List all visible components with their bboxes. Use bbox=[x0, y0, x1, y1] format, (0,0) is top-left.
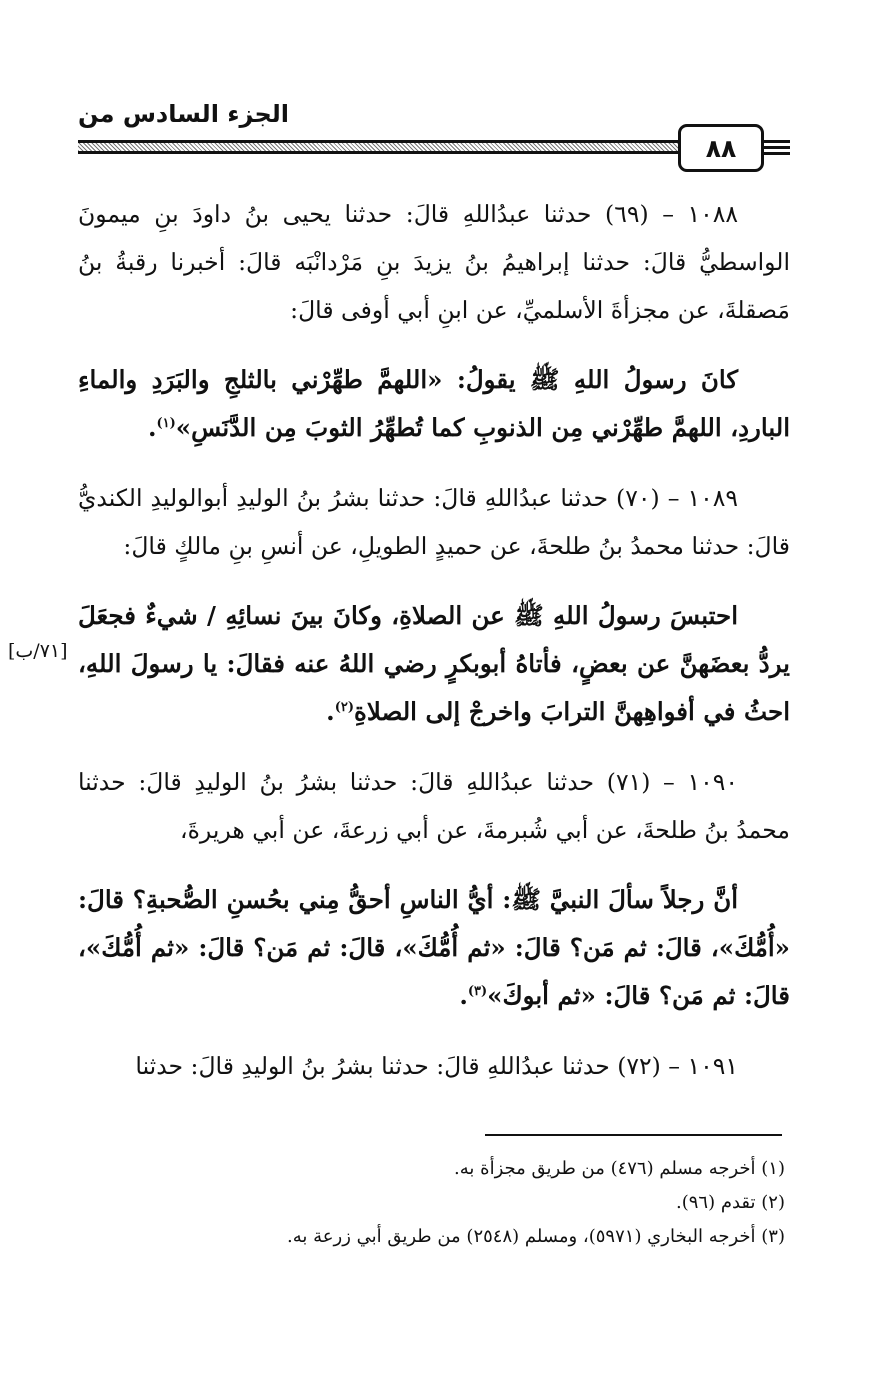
footnotes bbox=[78, 1152, 785, 1254]
hadith-1090-chain bbox=[78, 758, 790, 854]
footnote-1: (١) أخرجه مسلم (٤٧٦) من طريق مجزأة به. bbox=[454, 1158, 785, 1179]
footnote-ref: (١) bbox=[156, 415, 176, 431]
paragraph-text: ١٠٩١ – (٧٢) حدثنا عبدُاللهِ قالَ: حدثنا بشرُ بنُ الوليدِ قالَ: حدثنا bbox=[135, 1052, 738, 1080]
paragraph-text: احتبسَ رسولُ اللهِ ﷺ عن الصلاةِ، وكانَ بينَ نسائِهِ / شيءٌ فجعَلَ يردُّ بعضَهنَّ عن بعضٍ، فأتاهُ أبوبكرٍ رضي اللهُ عنه فقالَ: يا رسولَ اللهِ، احثُ في أفواهِهنَّ الترابَ واخرجْ إلى الصلاةِ bbox=[78, 601, 790, 726]
paragraph-text: أنَّ رجلاً سألَ النبيَّ ﷺ: أيُّ الناسِ أحقُّ مِني بحُسنِ الصُّحبةِ؟ قالَ: «أُمُّكَ»، قالَ: ثم مَن؟ قالَ: «ثم أُمُّكَ»، قالَ: ثم مَن؟ قالَ: «ثم أُمُّكَ»، قالَ: ثم مَن؟ قالَ: «ثم أبوكَ» bbox=[78, 885, 790, 1010]
paragraph-text: كانَ رسولُ اللهِ ﷺ يقولُ: «اللهمَّ طهِّرْني بالثلجِ والبَرَدِ والماءِ الباردِ، اللهمَّ طهِّرْني مِن الذنوبِ كما تُطهِّرُ الثوبَ مِن الدَّنَسِ» bbox=[78, 365, 790, 442]
manuscript-folio-note: [٧١/ب] bbox=[8, 640, 68, 662]
hadith-1091-chain bbox=[78, 1042, 790, 1090]
hadith-1088-chain bbox=[78, 190, 790, 334]
header-ornament bbox=[764, 140, 790, 158]
hadith-1089-text: احتبسَ رسولُ اللهِ ﷺ عن الصلاةِ، وكانَ بينَ نسائِهِ / شيءٌ فجعَلَ يردُّ بعضَهنَّ عن بعضٍ، فأتاهُ أبوبكرٍ رضي اللهُ عنه فقالَ: يا رسولَ اللهِ، احثُ في أفواهِهنَّ الترابَ واخرجْ إلى الصلاةِ$^{(٢)}$. bbox=[78, 601, 790, 726]
page-number: ٨٨ bbox=[678, 124, 764, 172]
hadith-1089-chain bbox=[78, 474, 790, 570]
paragraph-text: ١٠٨٨ – (٦٩) حدثنا عبدُاللهِ قالَ: حدثنا يحيى بنُ داودَ بنِ ميمونَ الواسطيُّ قالَ: حدثنا إبراهيمُ بنُ يزيدَ بنِ مَرْدانْبَه قالَ: أخبرنا رقبةُ بنُ مَصقلةَ، عن مجزأةَ الأسلميِّ، عن ابنِ أبي أوفى قالَ: bbox=[78, 200, 790, 324]
header-title: الجزء السادس من bbox=[78, 100, 290, 128]
footnote-separator bbox=[485, 1134, 782, 1136]
footnote-3: (٣) أخرجه البخاري (٥٩٧١)، ومسلم (٢٥٤٨) من طريق أبي زرعة به. bbox=[287, 1226, 785, 1247]
paragraph-text: ١٠٩٠ – (٧١) حدثنا عبدُاللهِ قالَ: حدثنا بشرُ بنُ الوليدِ قالَ: حدثنا محمدُ بنُ طلحةَ، عن أبي شُبرمةَ، عن أبي زرعةَ، عن أبي هريرةَ، bbox=[78, 768, 790, 844]
main-text bbox=[78, 190, 790, 1112]
hadith-1088-text: كانَ رسولُ اللهِ ﷺ يقولُ: «اللهمَّ طهِّرْني بالثلجِ والبَرَدِ والماءِ الباردِ، اللهمَّ طهِّرْني مِن الذنوبِ كما تُطهِّرُ الثوبَ مِن الدَّنَسِ»$^{(١)}$. bbox=[78, 365, 790, 442]
footnote-ref: (٢) bbox=[334, 699, 354, 715]
paragraph-text: ١٠٨٩ – (٧٠) حدثنا عبدُاللهِ قالَ: حدثنا بشرُ بنُ الوليدِ أبوالوليدِ الكنديُّ قالَ: حدثنا محمدُ بنُ طلحةَ، عن حميدٍ الطويلِ، عن أنسِ بنِ مالكٍ قالَ: bbox=[78, 484, 790, 560]
header-rule bbox=[78, 140, 678, 154]
footnote-ref: (٣) bbox=[467, 983, 488, 999]
running-header bbox=[78, 100, 790, 180]
footnote-2: (٢) تقدم (٩٦). bbox=[676, 1192, 785, 1213]
hadith-1090-text: أنَّ رجلاً سألَ النبيَّ ﷺ: أيُّ الناسِ أحقُّ مِني بحُسنِ الصُّحبةِ؟ قالَ: «أُمُّكَ»، قالَ: ثم مَن؟ قالَ: «ثم أُمُّكَ»، قالَ: ثم مَن؟ قالَ: «ثم أُمُّكَ»، قالَ: ثم مَن؟ قالَ: «ثم أبوكَ»$^{(٣)}$. bbox=[78, 885, 790, 1010]
